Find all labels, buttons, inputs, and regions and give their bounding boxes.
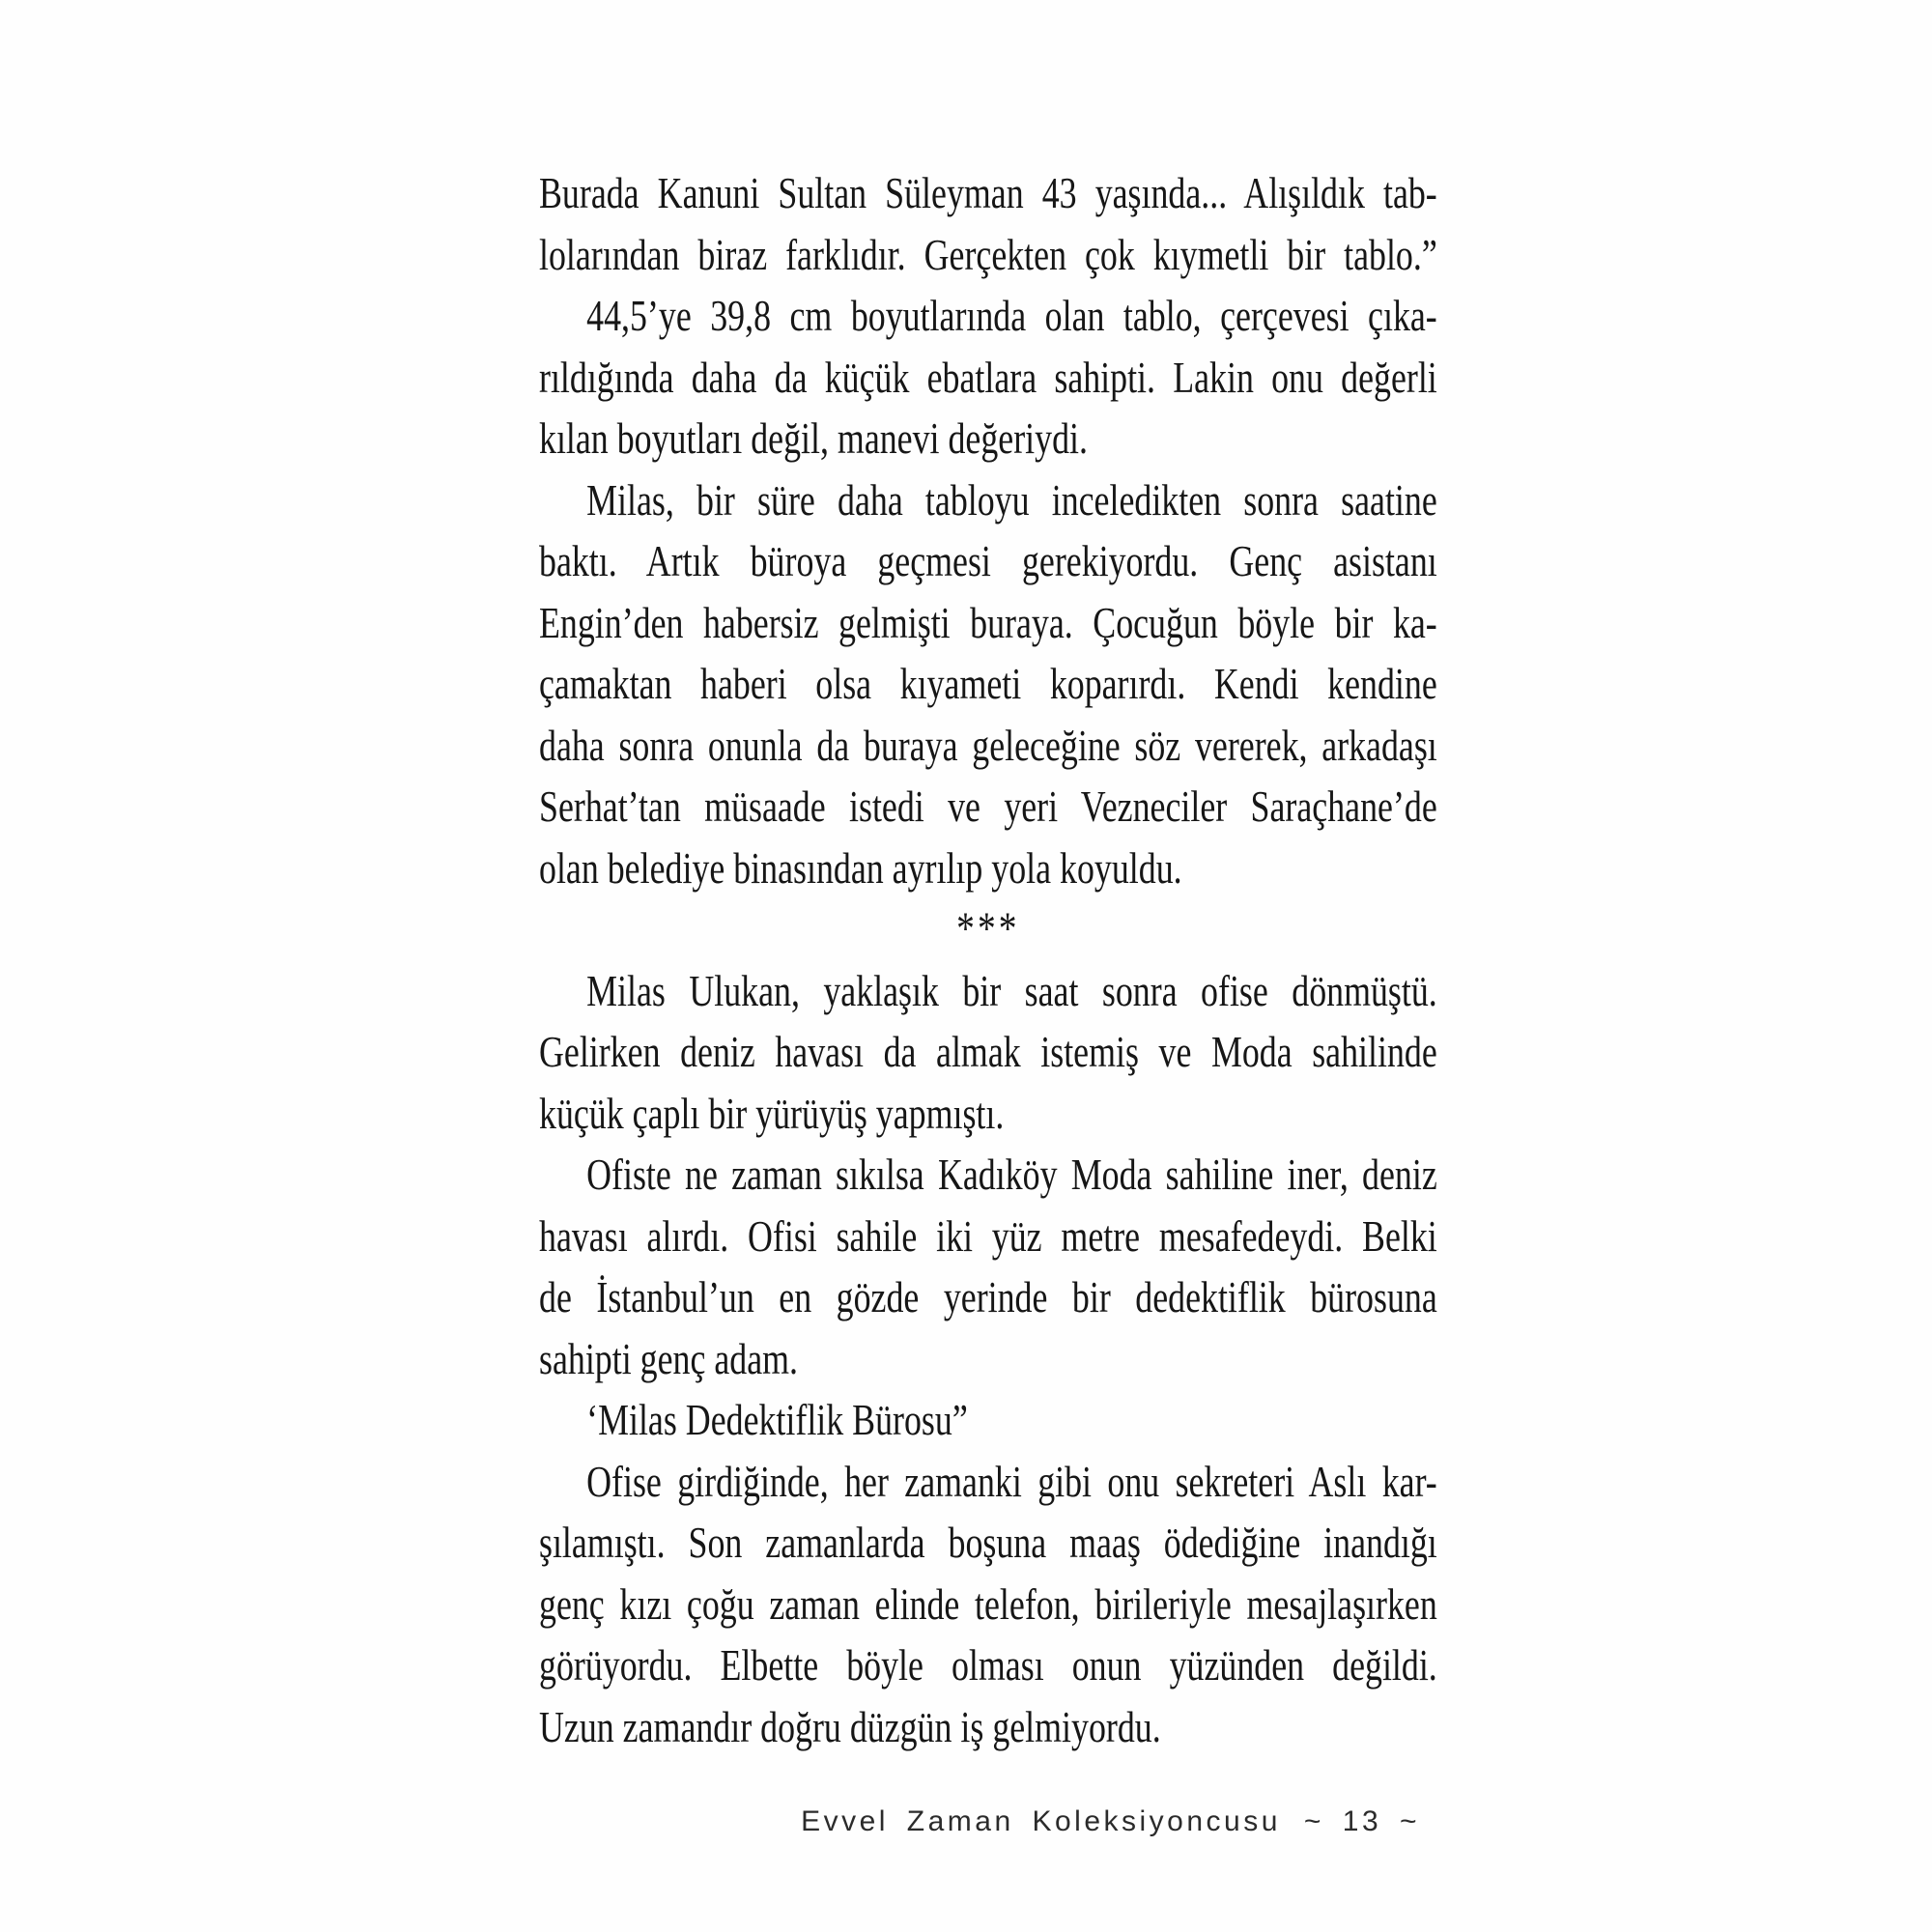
text-line: ‘Milas Dedektiflik Bürosu” (586, 1395, 968, 1444)
text-line: daha sonra onunla da buraya geleceğine söz vererek, arkadaşı (539, 720, 1437, 770)
section-separator: *** (956, 903, 1020, 954)
footer-page-number: ~ 13 ~ (1303, 1805, 1420, 1837)
text-line: 44,5’ye 39,8 cm boyutlarında olan tablo, çerçevesi çıka- (586, 291, 1437, 340)
text-line: Uzun zamandır doğru düzgün iş gelmiyordu. (539, 1701, 1161, 1751)
text-line: olan belediye binasından ayrılıp yola koyuldu. (539, 842, 1182, 893)
text-line: Gelirken deniz havası da almak istemiş ve Moda sahilinde (539, 1027, 1437, 1076)
text-line: Milas, bir süre daha tabloyu inceledikten sonra saatine (586, 474, 1437, 525)
text-line: Ofise girdiğinde, her zamanki gibi onu sekreteri Aslı kar- (586, 1456, 1437, 1506)
text-line: Serhat’tan müsaade istedi ve yeri Vezneciler Saraçhane’de (539, 781, 1437, 831)
text-line: kılan boyutları değil, manevi değeriydi. (539, 413, 1088, 463)
text-line: genç kızı çoğu zaman elinde telefon, birileriyle mesajlaşırken (539, 1578, 1437, 1629)
text-line: görüyordu. Elbette böyle olması onun yüzünden değildi. (539, 1640, 1437, 1690)
text-line: havası alırdı. Ofisi sahile iki yüz metre mesafedeydi. Belki (539, 1210, 1437, 1261)
text-line: şılamıştı. Son zamanlarda boşuna maaş ödediğine inandığı (539, 1518, 1437, 1567)
page-footer (801, 1805, 1420, 1838)
text-line: Milas Ulukan, yaklaşık bir saat sonra ofise dönmüştü. (586, 965, 1437, 1015)
text-line: Ofiste ne zaman sıkılsa Kadıköy Moda sahiline iner, deniz (586, 1150, 1437, 1199)
text-line: de İstanbul’un en gözde yerinde bir dedektiflik bürosuna (539, 1272, 1437, 1321)
text-line: rıldığında daha da küçük ebatlara sahipti. Lakin onu değerli (539, 352, 1437, 402)
text-line: Engin’den habersiz gelmişti buraya. Çocuğun böyle bir ka- (539, 597, 1437, 647)
footer-book-title: Evvel Zaman Koleksiyoncusu (801, 1805, 1281, 1837)
text-line: sahipti genç adam. (539, 1333, 799, 1383)
text-line: Burada Kanuni Sultan Süleyman 43 yaşında... Alışıldık tab- (539, 168, 1437, 217)
text-line: baktı. Artık büroya geçmesi gerekiyordu. Genç asistanı (539, 536, 1437, 585)
body-text-block (539, 162, 1437, 1757)
text-line: küçük çaplı bir yürüyüş yapmıştı. (539, 1088, 1005, 1138)
text-line: lolarından biraz farklıdır. Gerçekten çok kıymetli bir tablo.” (539, 229, 1437, 279)
text-line: çamaktan haberi olsa kıyameti koparırdı. Kendi kendine (539, 659, 1437, 708)
